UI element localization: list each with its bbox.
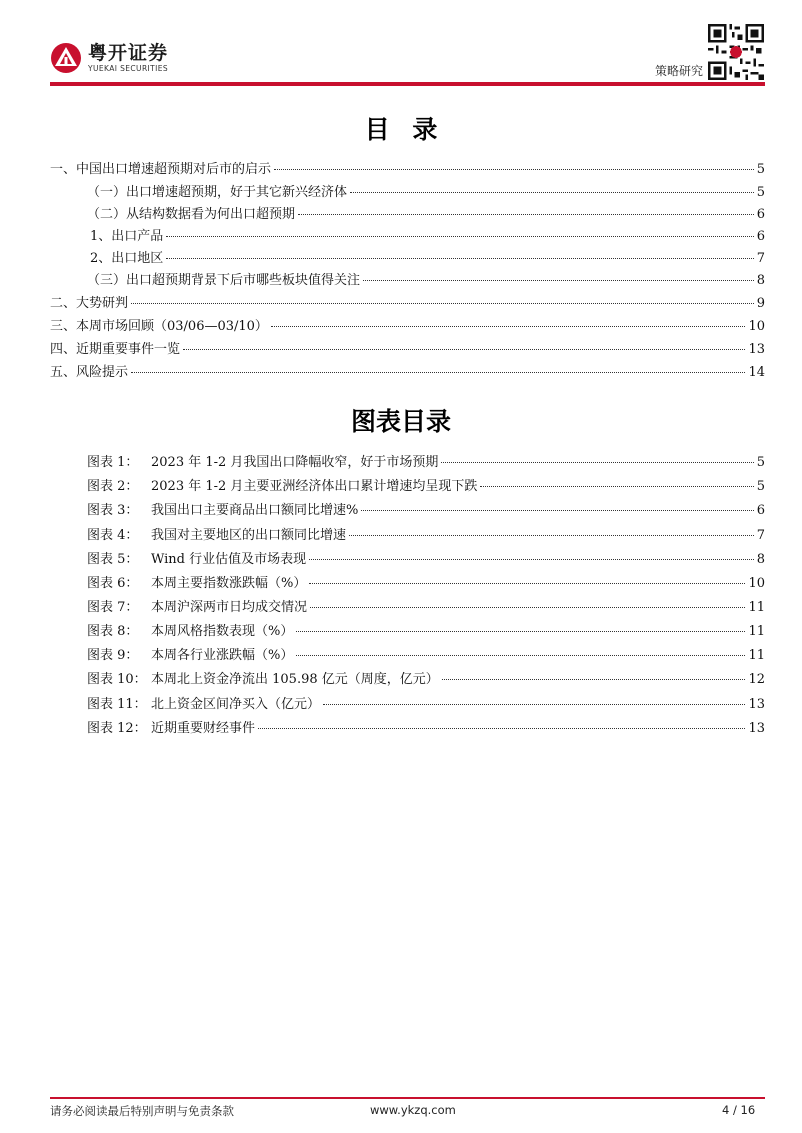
figure-item[interactable] [87,475,765,495]
figure-number: 图表 11： [87,697,147,712]
figure-page: 8 [756,552,765,567]
figure-page: 13 [748,721,765,736]
toc-leader-dots [166,236,753,237]
figure-item[interactable] [87,572,765,592]
toc-item[interactable] [87,269,765,289]
figure-page: 7 [756,528,765,543]
figure-page: 11 [748,648,765,663]
figure-item[interactable] [87,644,765,664]
figure-label: 本周主要指数涨跌幅（%） [151,576,307,591]
figure-number: 图表 6： [87,576,139,591]
toc-item-label: 二、大势研判 [50,296,129,311]
figure-label: 我国出口主要商品出口额同比增速% [151,503,359,518]
figure-leader-dots [258,728,745,729]
figure-leader-dots [296,655,745,656]
figure-label: 本周各行业涨跌幅（%） [151,648,294,663]
figure-page: 11 [748,624,765,639]
toc-item-label: 1、出口产品 [90,229,164,244]
figure-item[interactable] [87,524,765,544]
toc-item-label: 2、出口地区 [90,251,164,266]
footer-divider [50,1097,765,1099]
figure-item[interactable] [87,451,765,471]
toc-item-page: 5 [756,162,765,177]
toc-item[interactable] [50,292,765,312]
document-type: 策略研究 [655,64,704,78]
figure-number: 图表 4： [87,528,139,543]
figure-number: 图表 3： [87,503,139,518]
figure-leader-dots [349,535,754,536]
toc-item-page: 6 [756,229,765,244]
toc-leader-dots [298,214,754,215]
figure-page: 5 [756,455,765,470]
figure-item[interactable] [87,717,765,737]
figure-leader-dots [442,679,746,680]
toc-item[interactable] [50,338,765,358]
figure-label: 2023 年 1-2 月主要亚洲经济体出口累计增速均呈现下跌 [151,479,478,494]
figure-leader-dots [310,607,745,608]
toc-item-page: 6 [756,207,765,222]
toc-leader-dots [363,280,754,281]
toc-leader-dots [350,192,754,193]
figure-page: 6 [756,503,765,518]
toc-item-label: 五、风险提示 [50,365,129,380]
figure-item[interactable] [87,596,765,616]
figure-label: 本周风格指数表现（%） [151,624,294,639]
toc-item-label: 四、近期重要事件一览 [50,342,181,357]
footer-disclaimer: 请务必阅读最后特别声明与免责条款 [50,1104,234,1118]
figure-number: 图表 7： [87,600,139,615]
figure-number: 图表 5： [87,552,139,567]
toc-item-label: 一、中国出口增速超预期对后市的启示 [50,162,272,177]
toc-item-label: 三、本周市场回顾（03/06—03/10） [50,319,268,334]
figure-item[interactable] [87,620,765,640]
figure-leader-dots [480,486,753,487]
figure-item[interactable] [87,499,765,519]
figure-page: 11 [748,600,765,615]
figure-page: 10 [748,576,765,591]
figure-leader-dots [323,704,745,705]
figure-item[interactable] [87,693,765,713]
page-indicator: 4 / 16 [722,1103,756,1117]
figure-leader-dots [309,559,754,560]
page-header [0,0,802,90]
toc-leader-dots [271,326,746,327]
toc-item[interactable] [50,361,765,381]
toc-item-page: 9 [756,296,765,311]
toc-item-page: 14 [748,365,765,380]
toc-leader-dots [131,303,754,304]
toc-item-label: （二）从结构数据看为何出口超预期 [87,207,296,222]
brand-name-cn: 粤开证券 [88,42,169,64]
toc-item[interactable] [90,247,765,267]
toc-item[interactable] [50,315,765,335]
figure-leader-dots [309,583,745,584]
toc-item-page: 8 [756,273,765,288]
toc-item[interactable] [90,225,765,245]
yuekai-logo-icon [50,42,82,74]
brand-name-en: YUEKAI SECURITIES [88,64,169,73]
figure-number: 图表 8： [87,624,139,639]
toc-leader-dots [131,372,745,373]
figure-label: 2023 年 1-2 月我国出口降幅收窄，好于市场预期 [151,455,439,470]
figure-label: 我国对主要地区的出口额同比增速 [151,528,347,543]
toc-leader-dots [274,169,754,170]
figure-page: 13 [748,697,765,712]
figure-item[interactable] [87,668,765,688]
toc-item-label: （三）出口超预期背景下后市哪些板块值得关注 [87,273,361,288]
toc-item[interactable] [87,181,765,201]
figures-title: 图表目录 [350,407,451,436]
figure-number: 图表 2： [87,479,139,494]
toc-title: 目 录 [364,115,438,144]
figure-leader-dots [441,462,753,463]
toc-leader-dots [166,258,753,259]
figure-label: 近期重要财经事件 [151,721,256,736]
toc-item-page: 10 [748,319,765,334]
toc-item[interactable] [50,158,765,178]
toc-item-page: 7 [756,251,765,266]
toc-item-label: （一）出口增速超预期，好于其它新兴经济体 [87,185,348,200]
figure-number: 图表 12： [87,721,147,736]
figure-number: 图表 9： [87,648,139,663]
brand-logo [50,42,190,76]
footer-website[interactable]: www.ykzq.com [370,1103,456,1117]
figure-label: Wind 行业估值及市场表现 [151,552,307,567]
figure-number: 图表 1： [87,455,139,470]
toc-item-page: 5 [756,185,765,200]
header-divider [50,82,765,86]
toc-item-page: 13 [748,342,765,357]
figure-page: 5 [756,479,765,494]
figure-item[interactable] [87,548,765,568]
figure-label: 本周北上资金净流出 105.98 亿元（周度，亿元） [151,672,439,687]
figure-leader-dots [296,631,745,632]
toc-item[interactable] [87,203,765,223]
qr-code-icon [708,24,764,80]
figure-number: 图表 10： [87,672,147,687]
figure-page: 12 [748,672,765,687]
figure-leader-dots [361,510,753,511]
toc-leader-dots [183,349,745,350]
figure-label: 北上资金区间净买入（亿元） [151,697,321,712]
figure-label: 本周沪深两市日均成交情况 [151,600,308,615]
